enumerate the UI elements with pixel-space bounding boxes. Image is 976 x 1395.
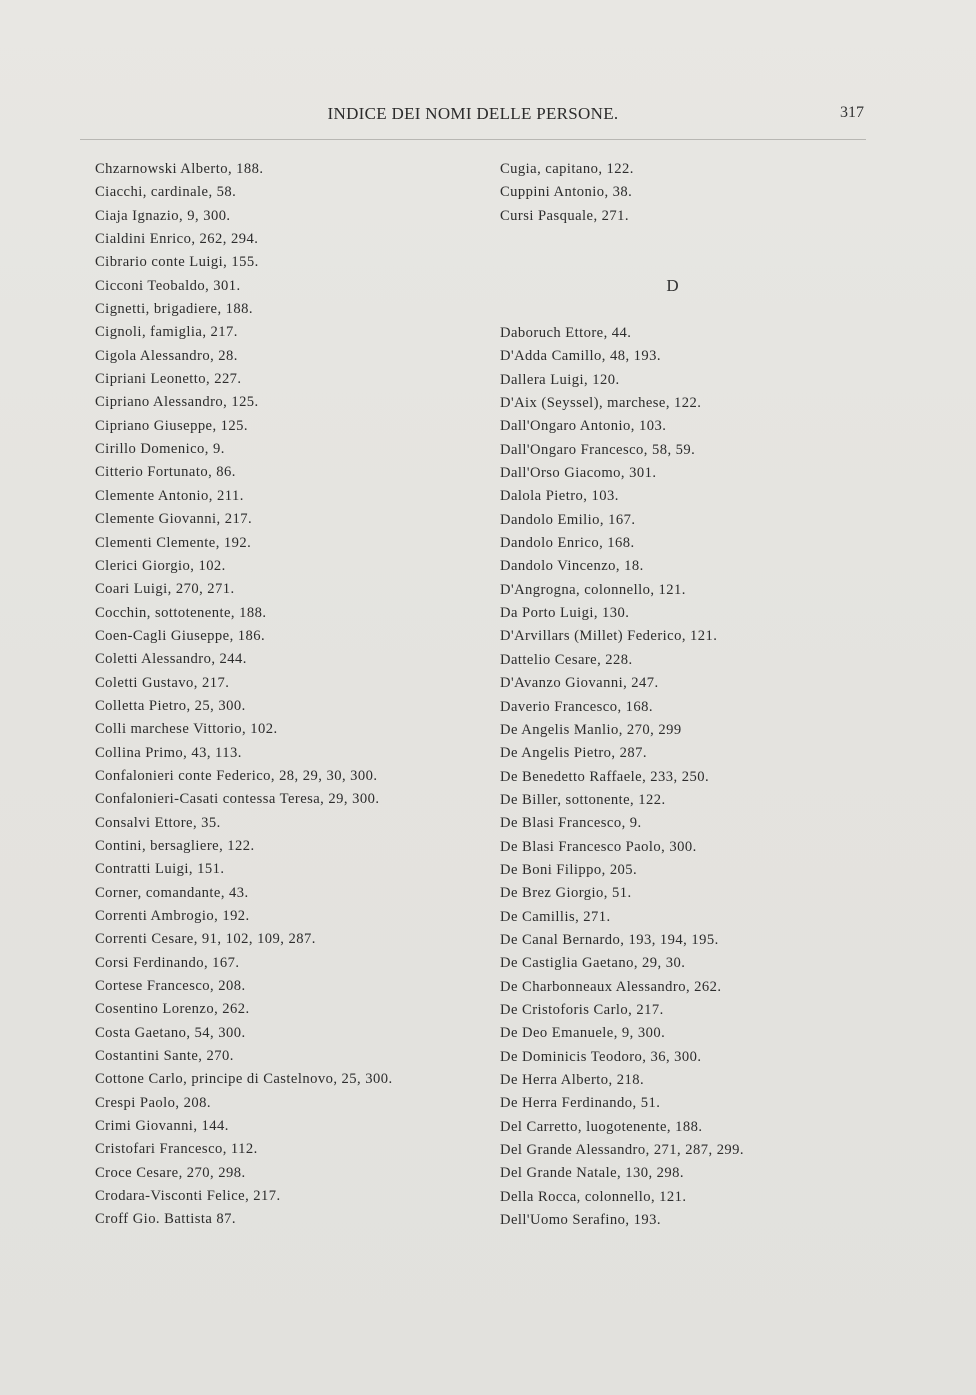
- index-entry: De Blasi Francesco, 9.: [500, 815, 642, 832]
- index-entry: Cosentino Lorenzo, 262.: [95, 1001, 250, 1018]
- index-entry: Dell'Uomo Serafino, 193.: [500, 1212, 661, 1229]
- index-entry: Cuppini Antonio, 38.: [500, 184, 633, 201]
- index-entry: Corner, comandante, 43.: [95, 884, 249, 901]
- index-entry: Dandolo Enrico, 168.: [500, 535, 635, 552]
- index-column-right-d: [500, 322, 880, 1232]
- index-entry: Cottone Carlo, principe di Castelnovo, 25, 300.: [95, 1071, 393, 1088]
- index-entry: Ciacchi, cardinale, 58.: [95, 184, 237, 201]
- index-entry: Consalvi Ettore, 35.: [95, 814, 221, 831]
- index-entry: Costa Gaetano, 54, 300.: [95, 1024, 246, 1041]
- index-entry: Cicconi Teobaldo, 301.: [95, 277, 241, 294]
- index-entry: Croce Cesare, 270, 298.: [95, 1164, 246, 1181]
- running-header: [80, 104, 866, 130]
- index-entry: De Brez Giorgio, 51.: [500, 885, 632, 902]
- index-entry: Dattelio Cesare, 228.: [500, 651, 633, 668]
- index-entry: Cipriani Leonetto, 227.: [95, 371, 242, 388]
- index-entry: Clementi Clemente, 192.: [95, 534, 252, 551]
- index-entry: Citterio Fortunato, 86.: [95, 464, 236, 481]
- index-entry: Croff Gio. Battista 87.: [95, 1211, 237, 1228]
- index-entry: Cialdini Enrico, 262, 294.: [95, 231, 259, 248]
- index-column-left: [95, 158, 490, 1232]
- index-entry: De Canal Bernardo, 193, 194, 195.: [500, 931, 719, 948]
- header-rule: [80, 139, 866, 140]
- index-entry: Correnti Ambrogio, 192.: [95, 908, 250, 924]
- index-entry: Del Carretto, luogotenente, 188.: [500, 1118, 703, 1135]
- index-entry: D'Arvillars (Millet) Federico, 121.: [500, 628, 718, 645]
- index-entry: De Angelis Manlio, 270, 299: [500, 721, 682, 738]
- index-entry: Clerici Giorgio, 102.: [95, 557, 226, 574]
- index-entry: Clemente Antonio, 211.: [95, 487, 244, 504]
- index-entry: Del Grande Natale, 130, 298.: [500, 1165, 685, 1182]
- index-entry: Confalonieri conte Federico, 28, 29, 30, 300.: [95, 767, 378, 784]
- index-entry: De Cristoforis Carlo, 217.: [500, 1001, 664, 1018]
- index-entry: Coletti Gustavo, 217.: [95, 674, 230, 691]
- index-entry: De Charbonneaux Alessandro, 262.: [500, 978, 722, 995]
- index-entry: Chzarnowski Alberto, 188.: [95, 161, 264, 177]
- index-entry: Dall'Ongaro Francesco, 58, 59.: [500, 441, 696, 458]
- index-entry: Dall'Orso Giacomo, 301.: [500, 465, 657, 482]
- index-entry: Della Rocca, colonnello, 121.: [500, 1188, 687, 1205]
- section-letter-d: D: [666, 276, 679, 295]
- index-entry: Dalola Pietro, 103.: [500, 488, 619, 505]
- index-entry: Cipriano Alessandro, 125.: [95, 394, 259, 411]
- index-entry: D'Aix (Seyssel), marchese, 122.: [500, 395, 702, 412]
- index-entry: Ciaja Ignazio, 9, 300.: [95, 207, 231, 224]
- index-entry: Contratti Luigi, 151.: [95, 861, 225, 878]
- index-entry: Collina Primo, 43, 113.: [95, 744, 242, 761]
- index-entry: Cirillo Domenico, 9.: [95, 441, 225, 458]
- index-entry: Contini, bersagliere, 122.: [95, 837, 255, 854]
- index-entry: Daverio Francesco, 168.: [500, 698, 653, 715]
- index-entry: De Benedetto Raffaele, 233, 250.: [500, 768, 710, 785]
- index-entry: De Camillis, 271.: [500, 908, 611, 925]
- index-entry: Corsi Ferdinando, 167.: [95, 954, 240, 971]
- index-entry: De Castiglia Gaetano, 29, 30.: [500, 955, 686, 972]
- index-entry: Crespi Paolo, 208.: [95, 1094, 211, 1111]
- index-entry: Coletti Alessandro, 244.: [95, 651, 247, 668]
- index-column-right-c: [500, 158, 880, 228]
- index-entry: Colli marchese Vittorio, 102.: [95, 721, 278, 738]
- index-entry: Cocchin, sottotenente, 188.: [95, 604, 267, 621]
- index-entry: Clemente Giovanni, 217.: [95, 511, 253, 528]
- index-entry: De Herra Alberto, 218.: [500, 1072, 645, 1088]
- index-entry: De Boni Filippo, 205.: [500, 861, 638, 878]
- index-entry: De Herra Ferdinando, 51.: [500, 1095, 661, 1112]
- index-entry: Del Grande Alessandro, 271, 287, 299.: [500, 1142, 745, 1159]
- index-entry: Dandolo Emilio, 167.: [500, 511, 636, 528]
- index-entry: De Deo Emanuele, 9, 300.: [500, 1025, 666, 1042]
- index-entry: De Blasi Francesco Paolo, 300.: [500, 838, 697, 855]
- index-entry: Cibrario conte Luigi, 155.: [95, 254, 259, 271]
- header-title: INDICE DEI NOMI DELLE PERSONE.: [327, 104, 619, 123]
- index-entry: Cigola Alessandro, 28.: [95, 347, 238, 364]
- index-entry: D'Angrogna, colonnello, 121.: [500, 581, 686, 598]
- index-entry: Confalonieri-Casati contessa Teresa, 29, 300.: [95, 791, 380, 808]
- index-entry: Crimi Giovanni, 144.: [95, 1118, 229, 1135]
- index-entry: Cipriano Giuseppe, 125.: [95, 417, 249, 434]
- index-entry: De Biller, sottonente, 122.: [500, 791, 666, 808]
- index-entry: Dall'Ongaro Antonio, 103.: [500, 418, 667, 435]
- index-entry: Dallera Luigi, 120.: [500, 371, 620, 388]
- index-entry: Daboruch Ettore, 44.: [500, 325, 632, 341]
- index-entry: Da Porto Luigi, 130.: [500, 605, 630, 622]
- index-entry: D'Adda Camillo, 48, 193.: [500, 348, 661, 365]
- index-entry: Cristofari Francesco, 112.: [95, 1141, 258, 1158]
- index-entry: Cugia, capitano, 122.: [500, 161, 634, 177]
- index-entry: Dandolo Vincenzo, 18.: [500, 558, 644, 575]
- index-entry: Cignoli, famiglia, 217.: [95, 324, 238, 341]
- index-entry: De Angelis Pietro, 287.: [500, 745, 647, 762]
- index-entry: Coari Luigi, 270, 271.: [95, 581, 235, 598]
- page-number: 317: [840, 104, 864, 121]
- index-entry: Costantini Sante, 270.: [95, 1048, 234, 1065]
- index-entry: Cortese Francesco, 208.: [95, 978, 246, 995]
- index-entry: Coen-Cagli Giuseppe, 186.: [95, 627, 266, 644]
- index-entry: D'Avanzo Giovanni, 247.: [500, 675, 659, 692]
- index-entry: Colletta Pietro, 25, 300.: [95, 697, 246, 714]
- index-entry: De Dominicis Teodoro, 36, 300.: [500, 1048, 702, 1065]
- index-entry: Crodara-Visconti Felice, 217.: [95, 1188, 281, 1205]
- index-entry: Correnti Cesare, 91, 102, 109, 287.: [95, 931, 316, 948]
- index-entry: Cursi Pasquale, 271.: [500, 207, 629, 224]
- index-entry: Cignetti, brigadiere, 188.: [95, 301, 254, 318]
